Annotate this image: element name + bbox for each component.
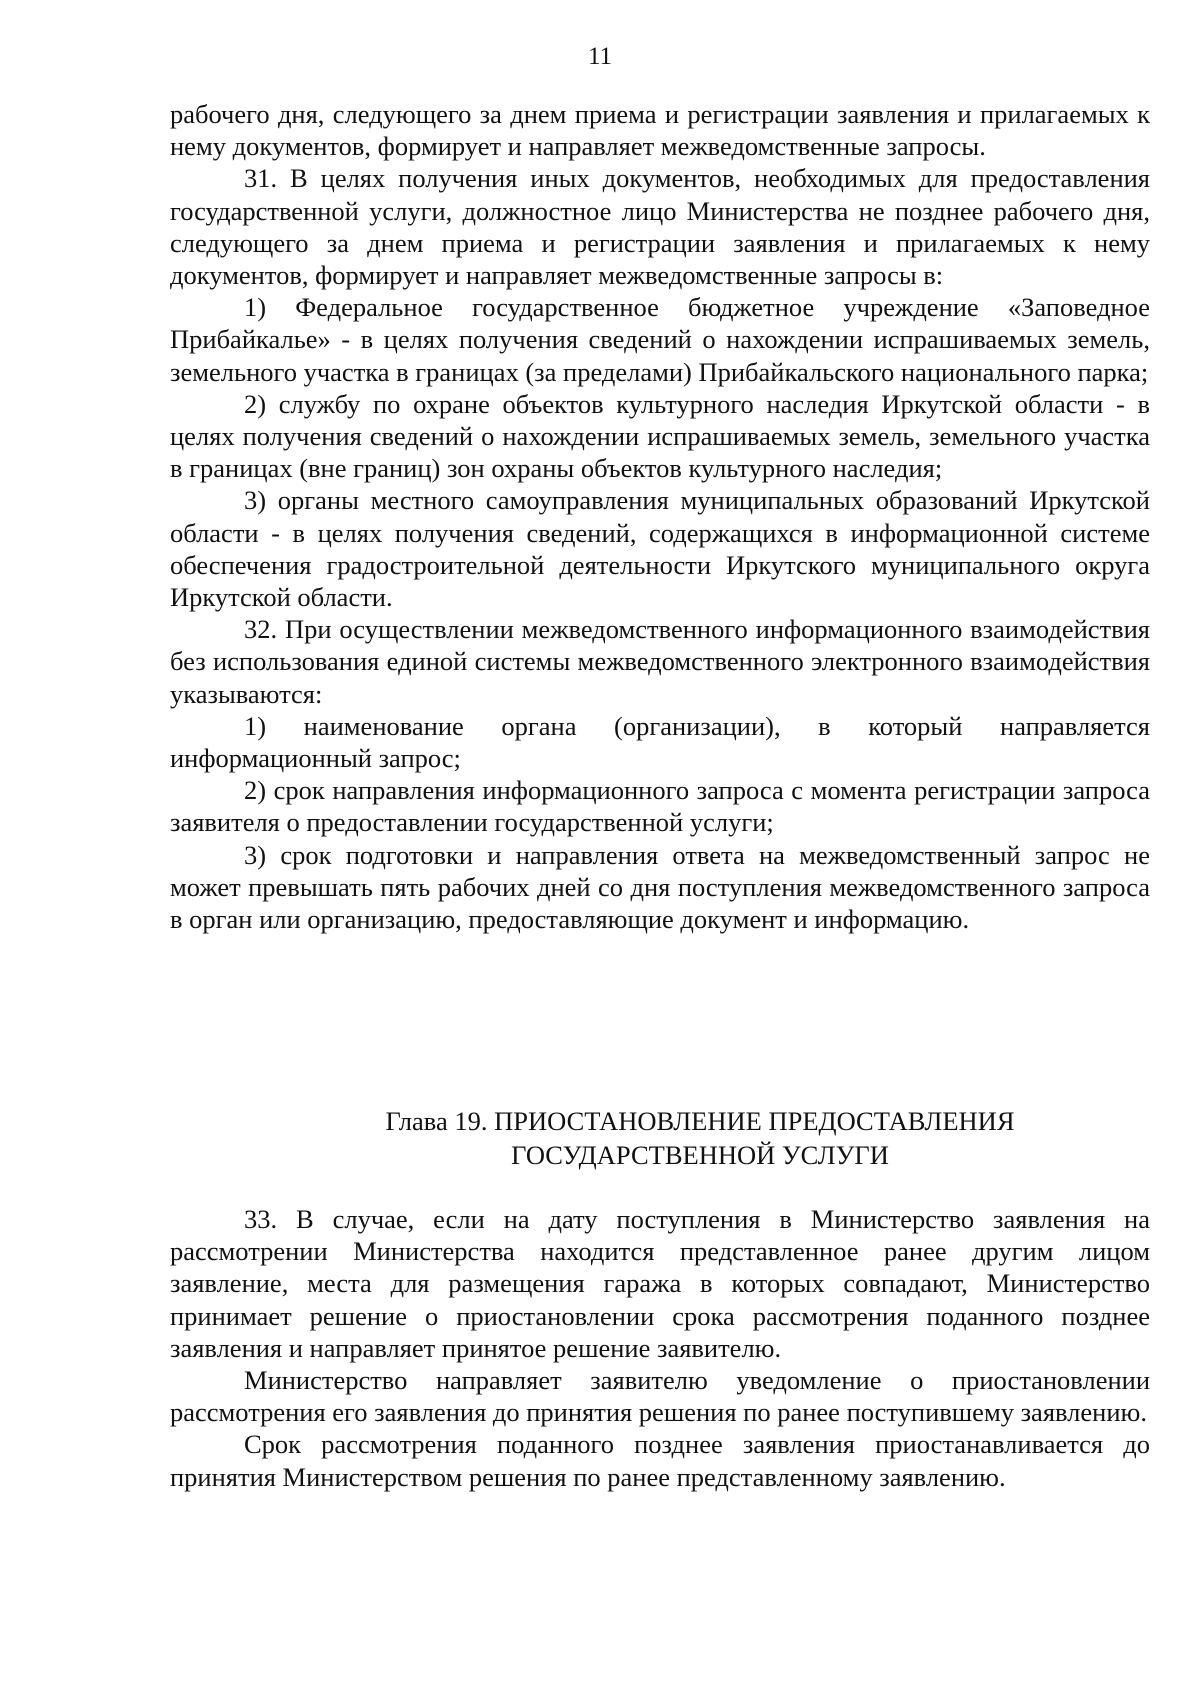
paragraph-31: 31. В целях получения иных документов, необходимых для предоставления государственной услуги, должностное лицо Министерства не позднее рабочего дня, следующего за днем приема и регистрации заявления и прилагаемых к нему документов, формирует и направляет межведомственные запросы в:	[170, 163, 1150, 291]
paragraph-32: 32. При осуществлении межведомственного информационного взаимодействия без использования единой системы межведомственного электронного взаимодействия указываются:	[170, 614, 1150, 709]
chapter-heading-line-1: Глава 19. ПРИОСТАНОВЛЕНИЕ ПРЕДОСТАВЛЕНИЯ	[385, 1106, 1015, 1136]
chapter-19-text	[170, 1203, 1150, 1493]
paragraph-31-item-1: 1) Федеральное государственное бюджетное учреждение «Заповедное Прибайкалье» - в целях получения сведений о нахождении испрашиваемых земель, земельного участка в границах (за пределами) Прибайкальского национального парка;	[170, 292, 1150, 387]
paragraph-33: 33. В случае, если на дату поступления в Министерство заявления на рассмотрении Министерства находится представленное ранее другим лицом заявление, места для размещения гаража в которых совпадают, Министерство принимает решение о приостановлении срока рассмотрения поданного позднее заявления и направляет принятое решение заявителю.	[170, 1204, 1150, 1363]
chapter-heading-line-2: ГОСУДАРСТВЕННОЙ УСЛУГИ	[511, 1140, 889, 1170]
paragraph-continuation: рабочего дня, следующего за днем приема и регистрации заявления и прилагаемых к нему документов, формирует и направляет межведомственные запросы.	[170, 99, 1150, 162]
chapter-heading	[170, 1104, 1150, 1172]
paragraph-33-term: Срок рассмотрения поданного позднее заявления приостанавливается до принятия Министерством решения по ранее представленному заявлению.	[170, 1429, 1150, 1492]
paragraph-32-item-3: 3) срок подготовки и направления ответа на межведомственный запрос не может превышать пять рабочих дней со дня поступления межведомственного запроса в орган или организацию, предоставляющие документ и информацию.	[170, 839, 1150, 935]
paragraph-32-item-1: 1) наименование органа (организации), в который направляется информационный запрос;	[170, 710, 1150, 774]
paragraph-31-item-2: 2) службу по охране объектов культурного наследия Иркутской области - в целях получения сведений о нахождении испрашиваемых земель, земельного участка в границах (вне границ) зон охраны объектов культурного наследия;	[170, 388, 1150, 484]
paragraph-33-notice: Министерство направляет заявителю уведомление о приостановлении рассмотрения его заявления до принятия решения по ранее поступившему заявлению.	[170, 1365, 1150, 1428]
paragraph-31-item-3: 3) органы местного самоуправления муниципальных образований Иркутской области - в целях получения сведений, содержащихся в информационной системе обеспечения градостроительной деятельности Иркутского муниципального округа Иркутской области.	[170, 485, 1150, 613]
body-text	[170, 98, 1150, 935]
paragraph-32-item-2: 2) срок направления информационного запроса с момента регистрации запроса заявителя о предоставлении государственной услуги;	[170, 775, 1150, 838]
page-number: 11	[587, 43, 613, 70]
